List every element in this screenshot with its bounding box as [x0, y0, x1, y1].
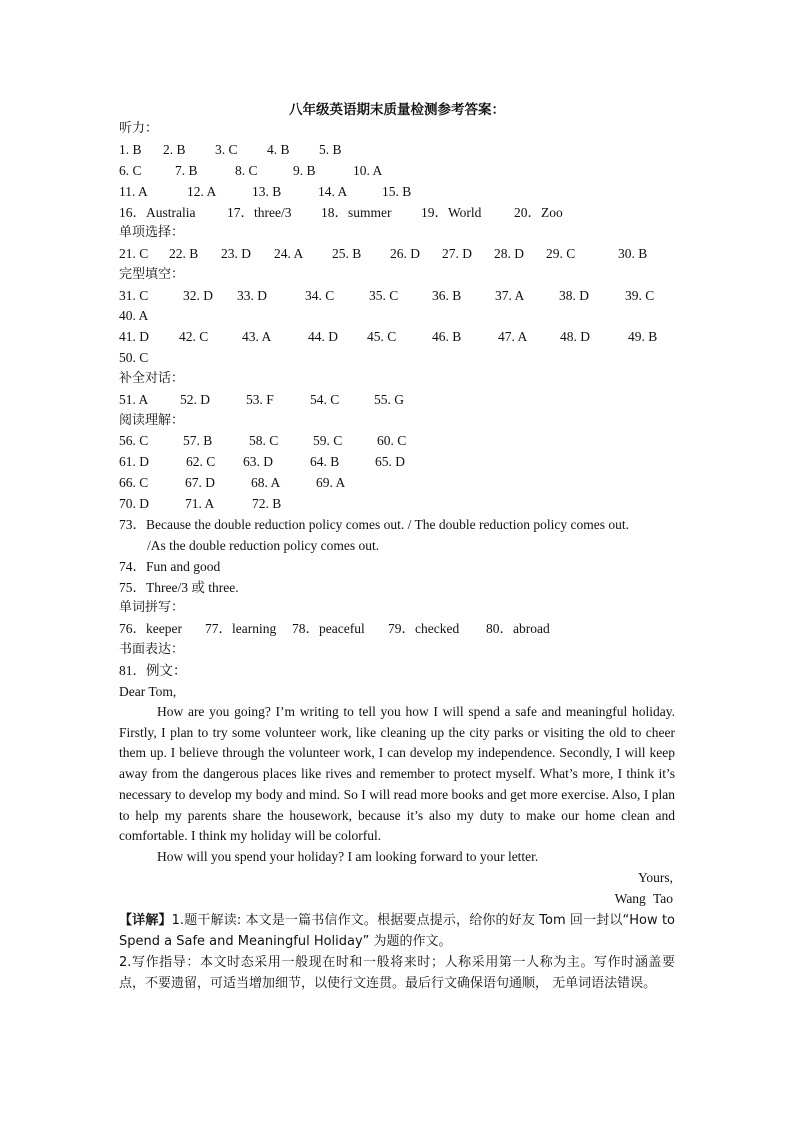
answer-item: 23. D: [221, 246, 251, 261]
answer-item: 3. C: [215, 142, 238, 157]
answer-item: 66. C: [119, 475, 149, 490]
section-heading-listening: 听力：: [119, 121, 159, 136]
answer-item: 40. A: [119, 308, 149, 323]
answer-item: 62. C: [186, 454, 216, 469]
answer-item: 59. C: [313, 433, 343, 448]
section-heading-spelling: 单词拼写：: [119, 600, 185, 615]
answer-row: [119, 452, 405, 472]
answer-item: 71. A: [185, 496, 215, 511]
letter-salutation: Dear Tom,: [119, 684, 177, 699]
answer-item: 67. D: [185, 475, 215, 490]
answer-item: 26. D: [390, 246, 420, 261]
answer-item: 29. C: [546, 246, 576, 261]
answer-item: 27. D: [442, 246, 472, 261]
answer-row: [119, 473, 345, 493]
answer-item: 72. B: [252, 496, 282, 511]
answer-item: 28. D: [494, 246, 524, 261]
answer-item: 65. D: [375, 454, 405, 469]
answer-row: [119, 203, 563, 223]
answer-73-line2: /As the double reduction policy comes out.: [147, 538, 380, 553]
answer-item: 41. D: [119, 329, 149, 344]
answer-item: 58. C: [249, 433, 279, 448]
answer-item: 45. C: [367, 329, 397, 344]
page-title: 八年级英语期末质量检测参考答案：: [289, 102, 505, 118]
answer-item: 19．World: [421, 205, 482, 220]
letter-paragraph-1: How are you going? I’m writing to tell you how I will spend a safe and meaningful holiday. Firstly, I plan to try some volunteer work, like cleaning up the city parks or visiting the old to cheer them up. I believe through the volunteer work, I can develop my independence. Secondly, I will keep away from the dangerous places like rives and remember to protect myself. What’s more, I think it’s necessary to develop my body and mind. So I will read more books and get more exercise. Also, I plan to help my parents share the housework, because it’s also my duty to make our home clean and comfortable. I think my holiday will be colorful.: [119, 704, 675, 844]
answer-item: 53. F: [246, 392, 274, 407]
explanation-paragraph-2: 2.写作指导：本文时态采用一般现在时和一般将来时；人称采用第一人称为主。写作时涵盖要点，不要遗留，可适当增加细节，以使行文连贯。最后行文确保语句通顺， 无单词语法错误。: [119, 955, 675, 991]
answer-row: [119, 140, 342, 160]
answer-item: 44. D: [308, 329, 338, 344]
explanation-tag: 【详解】: [119, 913, 172, 928]
answer-row: [119, 306, 148, 326]
answer-item: 9. B: [293, 163, 316, 178]
answer-item: 17．three/3: [227, 205, 292, 220]
answer-item: 78．peaceful: [292, 621, 365, 636]
letter-closing: Yours,: [637, 870, 673, 885]
answer-item: 43. A: [242, 329, 272, 344]
answer-item: 34. C: [305, 288, 335, 303]
answer-item: 64. B: [310, 454, 340, 469]
answer-item: 36. B: [432, 288, 462, 303]
answer-row: [119, 494, 281, 514]
writing-label: 81．例文：: [119, 663, 187, 678]
answer-row: [119, 244, 647, 264]
answer-item: 11. A: [119, 184, 148, 199]
letter-paragraph-2: How will you spend your holiday? I am looking forward to your letter.: [157, 849, 539, 864]
answer-row: [119, 327, 657, 347]
answer-item: 49. B: [628, 329, 658, 344]
answer-item: 18．summer: [321, 205, 392, 220]
section-heading-dialogue: 补全对话：: [119, 371, 185, 386]
answer-item: 21. C: [119, 246, 149, 261]
answer-item: 68. A: [251, 475, 281, 490]
answer-item: 51. A: [119, 392, 149, 407]
answer-75: 75．Three/3 或 three.: [119, 580, 239, 595]
answer-item: 47. A: [498, 329, 528, 344]
answer-item: 79．checked: [388, 621, 460, 636]
answer-item: 56. C: [119, 433, 149, 448]
answer-item: 5. B: [319, 142, 342, 157]
answer-row: [119, 390, 404, 410]
answer-item: 24. A: [274, 246, 304, 261]
answer-item: 12. A: [187, 184, 217, 199]
answer-item: 50. C: [119, 350, 149, 365]
answer-item: 76．keeper: [119, 621, 182, 636]
section-heading-writing: 书面表达：: [119, 642, 185, 657]
answer-row: [119, 161, 382, 181]
answer-item: 35. C: [369, 288, 399, 303]
answer-item: 70. D: [119, 496, 149, 511]
section-heading-single-choice: 单项选择：: [119, 225, 185, 240]
answer-row: [119, 182, 411, 202]
answer-row: [119, 286, 654, 306]
answer-item: 63. D: [243, 454, 273, 469]
answer-row: [119, 348, 148, 368]
answer-item: 7. B: [175, 163, 198, 178]
answer-item: 6. C: [119, 163, 142, 178]
answer-item: 20．Zoo: [514, 205, 563, 220]
answer-item: 60. C: [377, 433, 407, 448]
explanation-text-1: 1.题干解读: 本文是一篇书信作文。根据要点提示，给你的好友 Tom 回一封以“How to Spend a Safe and Meaningful Holiday” 为题的作文。: [119, 913, 675, 949]
answer-item: 4. B: [267, 142, 290, 157]
answer-row: [119, 431, 406, 451]
letter-signature: Wang Tao: [614, 891, 673, 906]
answer-item: 46. B: [432, 329, 462, 344]
section-heading-reading: 阅读理解：: [119, 413, 185, 428]
answer-item: 48. D: [560, 329, 590, 344]
answer-item: 77．learning: [205, 621, 277, 636]
answer-item: 1. B: [119, 142, 142, 157]
answer-item: 38. D: [559, 288, 589, 303]
answer-item: 37. A: [495, 288, 525, 303]
answer-73-line1: 73．Because the double reduction policy comes out. / The double reduction policy comes out.: [119, 517, 630, 532]
explanation-paragraph-1: [119, 910, 675, 952]
answer-item: 22. B: [169, 246, 199, 261]
answer-74: 74．Fun and good: [119, 559, 221, 574]
answer-item: 39. C: [625, 288, 655, 303]
answer-item: 25. B: [332, 246, 362, 261]
section-heading-cloze: 完型填空：: [119, 267, 185, 282]
answer-item: 32. D: [183, 288, 213, 303]
answer-item: 31. C: [119, 288, 149, 303]
answer-item: 10. A: [353, 163, 383, 178]
answer-item: 30. B: [618, 246, 648, 261]
answer-row: [119, 619, 550, 639]
answer-item: 52. D: [180, 392, 210, 407]
answer-item: 8. C: [235, 163, 258, 178]
answer-item: 42. C: [179, 329, 209, 344]
answer-item: 57. B: [183, 433, 213, 448]
answer-item: 33. D: [237, 288, 267, 303]
answer-item: 13. B: [252, 184, 282, 199]
answer-item: 61. D: [119, 454, 149, 469]
answer-item: 15. B: [382, 184, 412, 199]
answer-item: 14. A: [318, 184, 348, 199]
answer-item: 80．abroad: [486, 621, 550, 636]
answer-item: 55. G: [374, 392, 404, 407]
answer-item: 54. C: [310, 392, 340, 407]
answer-item: 69. A: [316, 475, 346, 490]
answer-item: 2. B: [163, 142, 186, 157]
answer-item: 16．Australia: [119, 205, 196, 220]
